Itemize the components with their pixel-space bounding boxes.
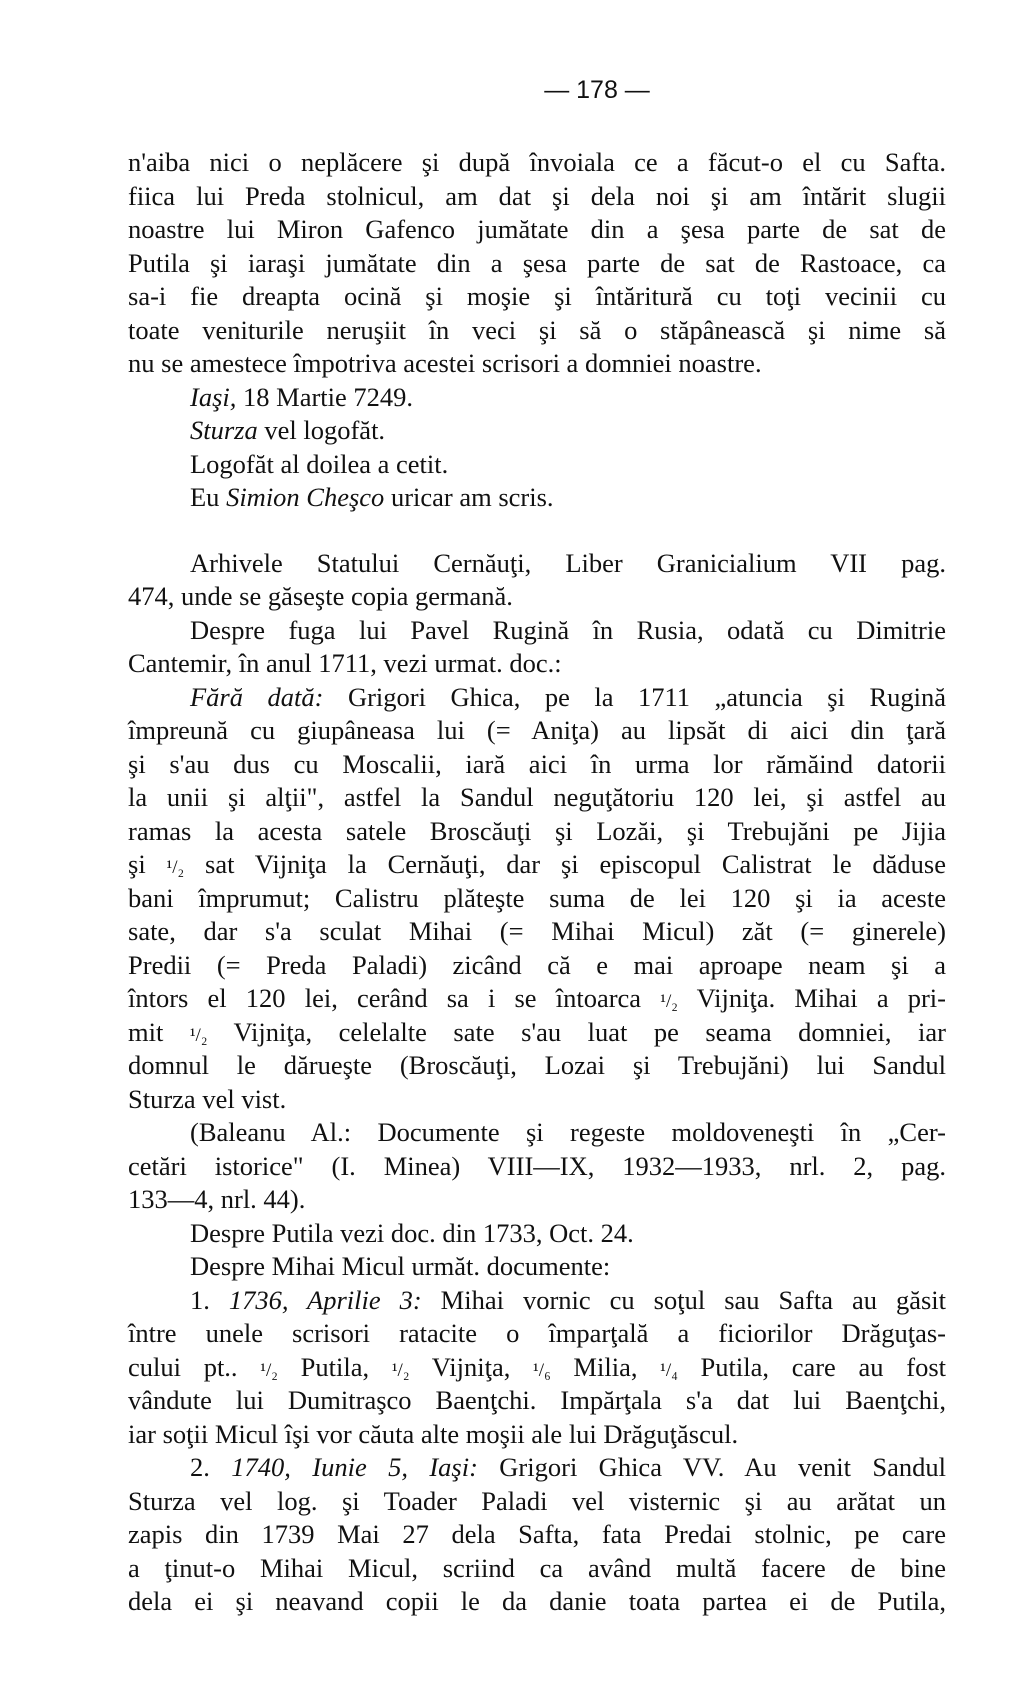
- reference-line: 133—4, nrl. 44).: [128, 1184, 306, 1214]
- text-line: împreună cu giupâneasa lui (= Aniţa) au lipsăt di aici din ţară: [128, 715, 946, 745]
- text-line: la unii şi alţii", astfel la Sandul neguţătoriu 120 lei, şi astfel au: [128, 782, 946, 812]
- text-line: bani împrumut; Calistru plăteşte suma de lei 120 şi ia aceste: [128, 882, 946, 913]
- document-body: [128, 146, 946, 1619]
- document-entry-2: 2. 1740, Iunie 5, Iaşi: Grigori Ghica VV. Au venit Sandul: [190, 1452, 946, 1482]
- text-line: Predii (= Preda Paladi) zicând că e mai aproape neam şi a: [128, 949, 946, 980]
- reference-line: (Baleanu Al.: Documente şi regeste moldoveneşti în „Cer-: [190, 1117, 946, 1147]
- fraction: ¹/₂: [660, 991, 678, 1012]
- signer-title: vel logofăt.: [257, 415, 386, 445]
- signature-place-date: [128, 381, 946, 415]
- entry-date: 1740, Iunie 5, Iaşi:: [231, 1452, 478, 1482]
- fraction: ¹/₂: [166, 857, 185, 878]
- text-line: iar soţii Micul îşi vor căuta alte moşii ale lui Drăguţăscul.: [128, 1418, 739, 1449]
- entry-date: 1736, Aprilie 3:: [228, 1284, 422, 1315]
- fraction: ¹/₂: [189, 1024, 208, 1046]
- fraction: ¹/₂: [260, 1359, 278, 1381]
- note-line: Despre Mihai Micul următ. documente:: [190, 1251, 611, 1281]
- text-line: nu se amestece împotriva acestei scrisori a domniei noastre.: [128, 348, 762, 378]
- fraction: ¹/₄: [660, 1359, 678, 1381]
- text-line: cului pt.. ¹/₂ Putila, ¹/₂ Vijniţa, ¹/₆ Milia, ¹/₄ Putila, care au fost: [128, 1351, 946, 1382]
- text-line: fiica lui Preda stolnicul, am dat şi dela noi şi am întărit slugii: [128, 180, 946, 211]
- reference-line: cetări istorice" (I. Minea) VIII—IX, 1932—1933, nrl. 2, pag.: [128, 1150, 946, 1181]
- text-line: dela ei şi neavand copii le da danie toata partea ei de Putila,: [128, 1586, 946, 1616]
- archive-note: Arhivele Statului Cernăuţi, Liber Granicialium VII pag.: [190, 547, 946, 578]
- signature-sturza: [128, 414, 946, 448]
- page-number: — 178 —: [544, 76, 650, 104]
- spacer: [128, 515, 946, 547]
- fraction: ¹/₆: [533, 1359, 551, 1381]
- scribe-name: Simion Cheşco: [226, 482, 385, 512]
- document-entry-1: 1. 1736, Aprilie 3: Mihai vornic cu soţul sau Safta au găsit: [190, 1284, 947, 1315]
- text-line: mit ¹/₂ Vijniţa, celelalte sate s'au luat pe seama domniei, iar: [128, 1016, 946, 1047]
- undated-label: Fără dată:: [190, 681, 324, 712]
- date-text: 18 Martie 7249.: [236, 381, 414, 412]
- archive-note: 474, unde se găseşte copia germană.: [128, 581, 513, 611]
- place-name: Iaşi,: [190, 381, 237, 412]
- fraction: ¹/₂: [391, 1359, 410, 1381]
- document-page: [128, 70, 946, 1619]
- text-line: sa-i fie dreapta ocină şi moşie şi întăritură cu toţi vecinii cu: [128, 281, 946, 311]
- text-line: şi ¹/₂ sat Vijniţa la Cernăuţi, dar şi episcopul Calistrat le dăduse: [128, 849, 946, 879]
- text-line: între unele scrisori ratacite o împarţală a ficiorilor Drăguţas-: [128, 1318, 946, 1348]
- text-line: Putila şi iaraşi jumătate din a şesa parte de sat de Rastoace, ca: [128, 247, 946, 278]
- signature-logofat: Logofăt al doilea a cetit.: [190, 448, 449, 479]
- note-line: Despre fuga lui Pavel Rugină în Rusia, odată cu Dimitrie: [190, 614, 946, 645]
- text-line: toate veniturile neruşiit în veci şi să o stăpânească şi nime să: [128, 314, 946, 345]
- signature-scribe: Eu Simion Cheşco uricar am scris.: [190, 482, 554, 512]
- text-line: vândute lui Dumitraşco Baenţchi. Impărţala s'a dat lui Baenţchi,: [128, 1385, 946, 1415]
- text-line: întors el 120 lei, cerând sa i se întoarca ¹/₂ Vijniţa. Mihai a pri-: [128, 983, 946, 1013]
- text-line: domnul le dărueşte (Broscăuţi, Lozai şi Trebujăni) lui Sandul: [128, 1050, 946, 1080]
- text-line: noastre lui Miron Gafenco jumătate din a şesa parte de sat de: [128, 214, 946, 244]
- text-line: Sturza vel log. şi Toader Paladi vel visternic şi au arătat un: [128, 1485, 946, 1516]
- note-line: Cantemir, în anul 1711, vezi urmat. doc.:: [128, 648, 562, 678]
- text-line: n'aiba nici o neplăcere şi după învoiala ce a făcut-o el cu Safta.: [128, 147, 946, 177]
- note-line: Despre Putila vezi doc. din 1733, Oct. 24.: [190, 1217, 634, 1248]
- text-line: şi s'au dus cu Moscalii, iară aici în urma lor rămăind datorii: [128, 748, 946, 779]
- text-line: sate, dar s'a sculat Mihai (= Mihai Micul) zăt (= ginerele): [128, 916, 946, 946]
- text-line: Sturza vel vist.: [128, 1083, 287, 1114]
- text-line: zapis din 1739 Mai 27 dela Safta, fata Predai stolnic, pe care: [128, 1519, 946, 1549]
- undated-entry: Fără dată: Grigori Ghica, pe la 1711 „atuncia şi Rugină: [190, 681, 946, 712]
- signer-name: Sturza: [190, 415, 258, 445]
- text-line: a ţinut-o Mihai Micul, scriind ca având multă facere de bine: [128, 1552, 946, 1583]
- text-line: ramas la acesta satele Broscăuţi şi Lozăi, şi Trebujăni pe Jijia: [128, 815, 946, 846]
